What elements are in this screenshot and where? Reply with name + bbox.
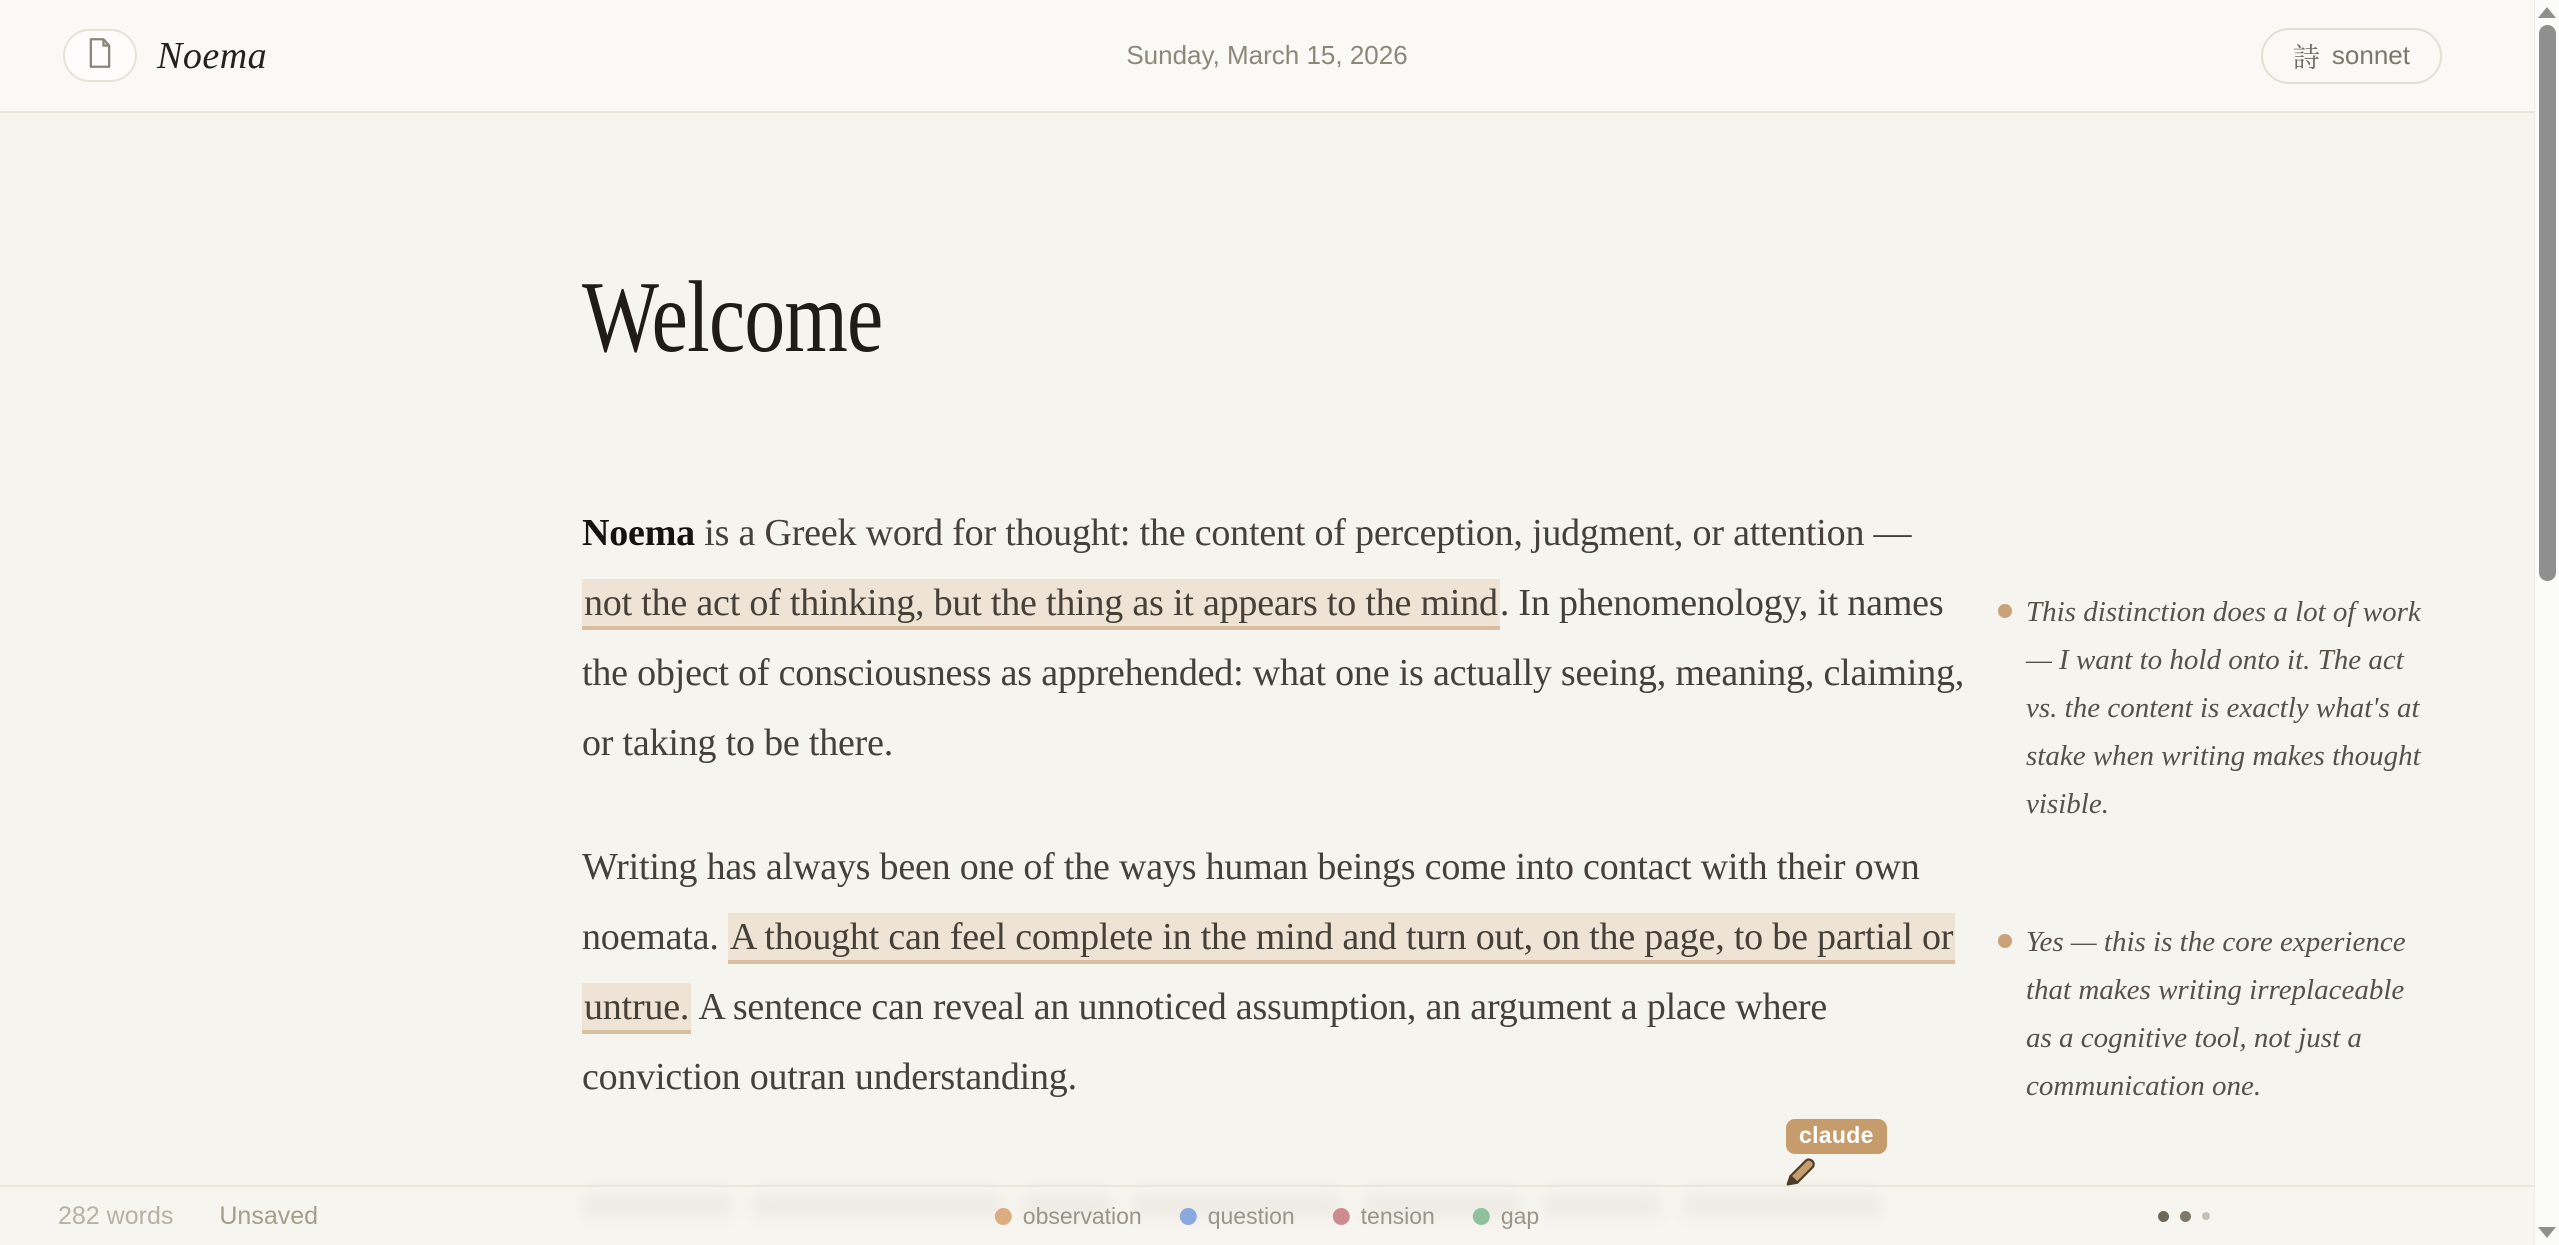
model-button-label: sonnet xyxy=(2331,40,2410,70)
margin-note-text: This distinction does a lot of work — I want to hold onto it. The act vs. the content is exactly what's at stake when writing makes thought visible. xyxy=(2026,596,2421,820)
document-menu-button[interactable] xyxy=(63,29,137,82)
observation-dot-icon xyxy=(995,1208,1012,1225)
status-bar xyxy=(0,1185,2534,1245)
paragraph[interactable] xyxy=(582,498,1966,778)
legend-label: observation xyxy=(1022,1202,1142,1229)
margin-note[interactable] xyxy=(1998,588,2428,828)
annotation-legend xyxy=(995,1203,1539,1230)
pager-dot-active[interactable] xyxy=(2158,1211,2169,1222)
save-status: Unsaved xyxy=(219,1201,319,1230)
scroll-up-arrow-icon[interactable] xyxy=(2538,7,2556,18)
margin-note[interactable] xyxy=(1998,918,2428,1110)
app-title: Noema xyxy=(157,34,268,77)
collab-cursor xyxy=(1786,1119,1887,1154)
text-segment: Noema xyxy=(582,512,695,554)
legend-item-question xyxy=(1180,1203,1295,1230)
margin-note-text: Yes — this is the core experience that makes writing irreplaceable as a cognitive tool, not just a communication one. xyxy=(2026,926,2406,1102)
pencil-icon xyxy=(1780,1151,1820,1191)
editor-paragraphs xyxy=(582,498,1966,1112)
collab-name-tag: claude xyxy=(1786,1119,1887,1154)
page-title: Welcome xyxy=(582,261,883,374)
legend-item-observation xyxy=(995,1203,1142,1230)
annotated-highlight[interactable]: not the act of thinking, but the thing as it appears to the mind xyxy=(582,579,1500,630)
text-segment: Writing has always been one of the ways human beings come into contact with their own noemata. xyxy=(582,846,1920,958)
paragraph[interactable] xyxy=(582,832,1966,1112)
document-icon xyxy=(86,37,114,74)
legend-item-tension xyxy=(1333,1203,1435,1230)
annotated-highlight[interactable]: A thought can feel complete in the mind and turn out, on the page, to be partial or untrue. xyxy=(582,913,1955,1034)
pager-dot-inactive[interactable] xyxy=(2202,1212,2210,1220)
pager-dot-active[interactable] xyxy=(2180,1211,2191,1222)
scroll-down-arrow-icon[interactable] xyxy=(2538,1227,2556,1238)
tension-dot-icon xyxy=(1333,1208,1350,1225)
legend-label: tension xyxy=(1360,1202,1435,1229)
sonnet-model-button[interactable] xyxy=(2261,28,2442,84)
legend-label: gap xyxy=(1500,1202,1540,1229)
text-segment: is a Greek word for thought: the content of perception, judgment, or attention — xyxy=(694,512,1912,554)
gap-dot-icon xyxy=(1473,1208,1490,1225)
editor-surface[interactable] xyxy=(582,498,1966,1166)
pager-dots xyxy=(2158,1211,2210,1222)
legend-item-gap xyxy=(1473,1203,1539,1230)
text-segment: . In phenomenology, it names the object of consciousness as apprehended: what one is actually seeing, meaning, claiming, or taking to be there. xyxy=(582,582,1965,764)
question-dot-icon xyxy=(1180,1208,1197,1225)
note-bullet-icon xyxy=(1998,604,2012,618)
scrollbar-thumb[interactable] xyxy=(2539,25,2556,581)
scrollbar[interactable] xyxy=(2534,0,2559,1245)
header xyxy=(0,0,2534,113)
header-date: Sunday, March 15, 2026 xyxy=(1126,40,1408,70)
poem-character-icon: 詩 xyxy=(2292,43,2320,73)
legend-label: question xyxy=(1207,1202,1295,1229)
word-count: 282 words xyxy=(58,1201,174,1230)
text-segment: A sentence can reveal an unnoticed assumption, an argument a place where conviction outran understanding. xyxy=(582,986,1828,1098)
note-bullet-icon xyxy=(1998,934,2012,948)
